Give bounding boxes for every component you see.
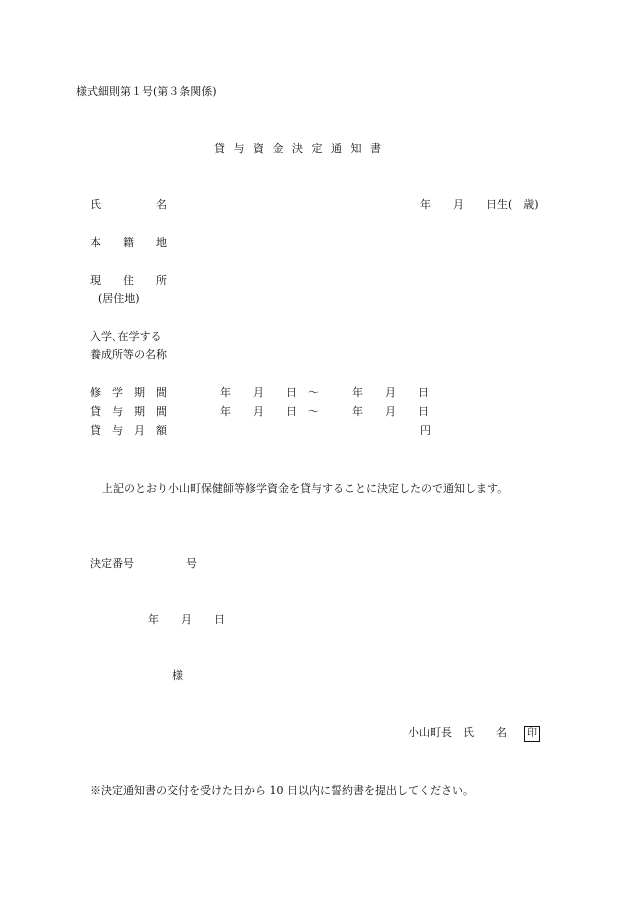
submission-note: ※決定通知書の交付を受けた日から 10 日以内に誓約書を提出してください。 — [90, 784, 474, 797]
form-number: 様式細則第１号(第３条関係) — [76, 85, 217, 98]
monthly-amount-unit: 円 — [420, 424, 431, 437]
loan-period-value: 年 月 日 ～ 年 月 日 — [220, 405, 429, 418]
decision-number-label: 決定番号 — [90, 557, 134, 570]
school-label-line1: 入学､在学する — [90, 330, 162, 343]
addressee-suffix: 様 — [172, 669, 183, 682]
body-text: 上記のとおり小山町保健師等修学資金を貸与することに決定したので通知します。 — [102, 482, 509, 495]
loan-period-label: 貸 与 期 間 — [90, 405, 167, 418]
address-sub-label: (居住地) — [98, 292, 140, 305]
domicile-label: 本 籍 地 — [90, 236, 167, 249]
school-label-line2: 養成所等の名称 — [90, 348, 167, 361]
decision-number-unit: 号 — [186, 557, 197, 570]
name-label: 氏 名 — [90, 198, 167, 211]
monthly-amount-label: 貸 与 月 額 — [90, 424, 167, 437]
document-title: 貸 与 資 金 決 定 通 知 書 — [214, 142, 381, 155]
address-label: 現 住 所 — [90, 274, 167, 287]
study-period-value: 年 月 日 ～ 年 月 日 — [220, 386, 429, 399]
issue-date: 年 月 日 — [148, 613, 225, 626]
seal-mark: 印 — [524, 726, 540, 742]
study-period-label: 修 学 期 間 — [90, 386, 167, 399]
signature-label: 小山町長 氏 名 — [408, 726, 507, 739]
birth-date-field: 年 月 日生( 歳) — [420, 198, 539, 211]
